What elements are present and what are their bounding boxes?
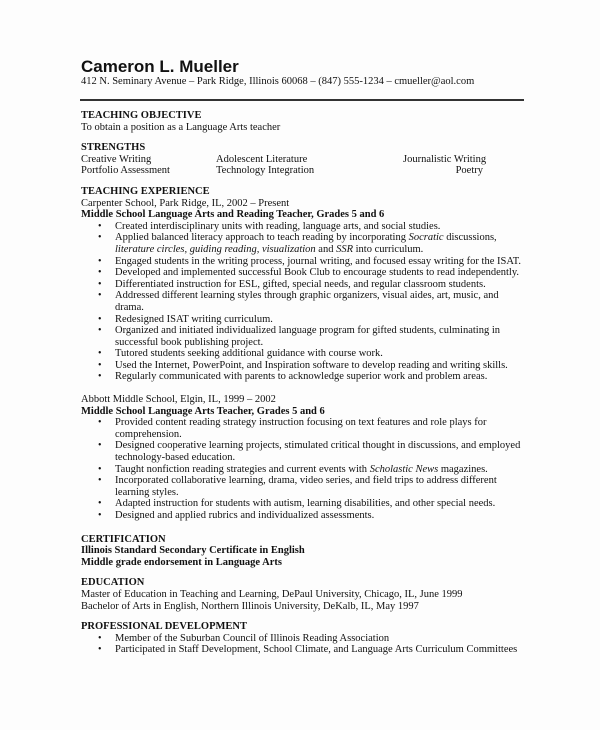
list-item: • Addressed different learning styles through graphic organizers, visual aides, art, music, and drama. [98,290,499,313]
objective-section [81,110,525,133]
education-item: Bachelor of Arts in English, Northern Illinois University, DeKalb, IL, May 1997 [81,600,419,612]
contact-info: 412 N. Seminary Avenue – Park Ridge, Illinois 60068 – (847) 555-1234 – cmueller@aol.com [81,76,475,87]
section-heading: TEACHING OBJECTIVE [81,110,202,121]
bullet-icon: • [98,313,102,325]
strength-item: Adolescent Literature [216,153,308,165]
list-item: • Incorporated collaborative learning, drama, video series, and field trips to address different learning styles. [98,475,497,498]
list-item: • Developed and implemented successful Book Club to encourage students to read independently. [98,267,520,279]
strengths-grid [81,154,525,177]
bullet-icon: • [98,475,102,487]
strengths-section [81,142,525,177]
job-title: Middle School Language Arts Teacher, Grades 5 and 6 [81,405,325,417]
bullet-icon: • [98,278,102,290]
bullet-icon: • [98,644,102,656]
job-entry [81,198,525,384]
list-item: • Regularly communicated with parents to acknowledge superior work and problem areas. [98,371,488,383]
list-item: • Differentiated instruction for ESL, gifted, special needs, and regular classroom students. [98,278,486,290]
bullet-icon: • [98,255,102,267]
bullet-icon: • [98,232,102,244]
certification-section [81,534,525,569]
section-heading: CERTIFICATION [81,533,166,545]
bullet-icon: • [98,463,102,475]
list-item: • Created interdisciplinary units with reading, language arts, and social studies. [98,220,441,232]
candidate-name: Cameron L. Mueller [81,57,239,76]
section-heading: EDUCATION [81,577,145,589]
strength-item: Technology Integration [216,165,315,177]
list-item: • Used the Internet, PowerPoint, and Inspiration software to develop reading and writing skills. [98,359,508,371]
list-item: • Applied balanced literacy approach to teach reading by incorporating Socratic discussions, literature circles, guiding reading, visualization and SSR into curriculum. [98,232,497,255]
list-item: • Provided content reading strategy instruction focusing on text features and role plays for comprehension. [98,417,487,440]
professional-development-section [81,621,525,656]
strength-item: Portfolio Assessment [81,165,170,177]
section-heading: STRENGTHS [81,142,146,154]
list-item: • Engaged students in the writing process, journal writing, and focused essay writing for the ISAT. [98,255,522,267]
education-item: Master of Education in Teaching and Learning, DePaul University, Chicago, IL, June 1999 [81,588,463,600]
job-employer: Carpenter School, Park Ridge, IL, 2002 – Present [81,197,290,209]
bullet-icon: • [98,510,102,521]
list-item: • Organized and initiated individualized language program for gifted students, culminating in successful book publishing project. [98,325,500,348]
bullet-icon: • [98,632,102,644]
job-bullets [81,417,525,521]
bullet-icon: • [98,371,102,383]
job-bullets [81,221,525,383]
list-item: • Member of the Suburban Council of Illinois Reading Association [98,632,390,644]
certification-item: Middle grade endorsement in Language Arts [81,556,282,568]
education-section [81,577,525,612]
strength-item: Poetry [455,165,483,177]
bullet-icon: • [98,440,102,452]
bullet-icon: • [98,417,102,429]
header-divider [80,99,524,101]
list-item: • Designed and applied rubrics and individualized assessments. [98,510,375,521]
certification-item: Illinois Standard Secondary Certificate in English [81,545,305,557]
job-employer: Abbott Middle School, Elgin, IL, 1999 – 2002 [81,394,276,406]
experience-section [81,186,525,522]
bullet-icon: • [98,348,102,360]
section-heading: PROFESSIONAL DEVELOPMENT [81,621,247,633]
objective-text: To obtain a position as a Language Arts teacher [81,121,281,133]
list-item: • Tutored students seeking additional guidance with course work. [98,348,383,360]
job-entry [81,394,525,522]
list-item: • Redesigned ISAT writing curriculum. [98,313,273,325]
pd-bullets [81,633,525,656]
list-item: • Participated in Staff Development, School Climate, and Language Arts Curriculum Committees [98,644,518,656]
job-title: Middle School Language Arts and Reading Teacher, Grades 5 and 6 [81,209,385,221]
list-item: • Taught nonfiction reading strategies and current events with Scholastic News magazines. [98,463,488,475]
bullet-icon: • [98,220,102,232]
list-item: • Adapted instruction for students with autism, learning disabilities, and other special needs. [98,498,496,510]
bullet-icon: • [98,325,102,337]
list-item: • Designed cooperative learning projects, stimulated critical thought in discussions, and employed technology-based education. [98,440,521,464]
bullet-icon: • [98,290,102,302]
strength-item: Journalistic Writing [403,153,487,165]
bullet-icon: • [98,267,102,279]
resume-content [81,57,525,656]
strength-item: Creative Writing [81,153,152,165]
section-heading: TEACHING EXPERIENCE [81,185,210,197]
bullet-icon: • [98,359,102,371]
bullet-icon: • [98,498,102,510]
